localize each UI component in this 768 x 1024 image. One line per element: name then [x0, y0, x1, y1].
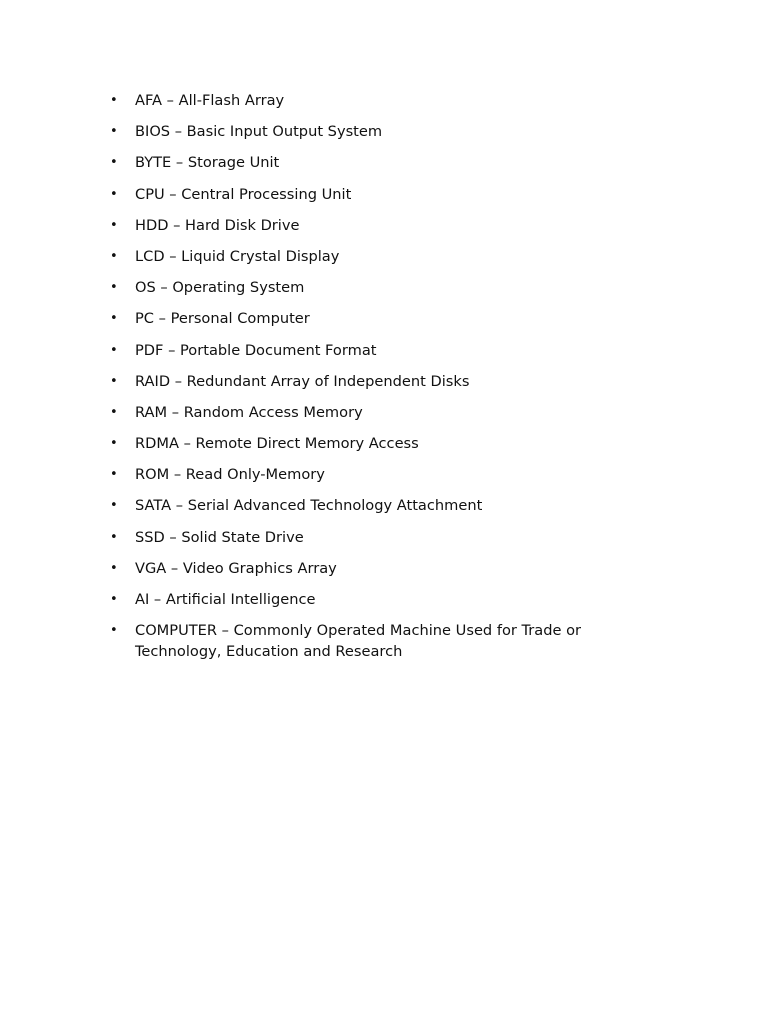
list-item: [108, 528, 628, 549]
acronym-list: [108, 91, 628, 673]
list-item-text: BYTE – Storage Unit: [135, 154, 280, 172]
bullet-icon: •: [110, 342, 118, 358]
list-item: [108, 341, 628, 362]
list-item-text: VGA – Video Graphics Array: [135, 559, 337, 577]
list-item: [108, 434, 628, 455]
bullet-icon: •: [110, 436, 118, 452]
list-item: [108, 590, 628, 611]
list-item-text: COMPUTER – Commonly Operated Machine Used for Trade or Technology, Education and Research: [135, 622, 582, 660]
list-item: [108, 278, 628, 299]
bullet-icon: •: [110, 623, 118, 639]
bullet-icon: •: [110, 280, 118, 296]
list-item: [108, 496, 628, 517]
list-item-text: RDMA – Remote Direct Memory Access: [135, 435, 419, 453]
list-item: [108, 559, 628, 580]
list-item: [108, 465, 628, 486]
bullet-icon: •: [110, 186, 118, 202]
list-item-text: RAID – Redundant Array of Independent Disks: [135, 372, 470, 390]
list-item-text: PC – Personal Computer: [135, 310, 310, 328]
list-item-text: PDF – Portable Document Format: [135, 341, 377, 359]
list-item: [108, 185, 628, 206]
list-item: [108, 403, 628, 424]
bullet-icon: •: [110, 592, 118, 607]
list-item: [108, 309, 628, 330]
list-item: [108, 216, 628, 237]
list-item-text: LCD – Liquid Crystal Display: [135, 247, 340, 265]
list-item-text: ROM – Read Only-Memory: [135, 466, 325, 484]
list-item: [108, 122, 628, 143]
bullet-icon: •: [110, 248, 118, 264]
bullet-icon: •: [110, 93, 118, 108]
bullet-icon: •: [110, 498, 118, 514]
list-item-text: OS – Operating System: [135, 279, 305, 297]
bullet-icon: •: [110, 467, 118, 483]
list-item: [108, 153, 628, 174]
list-item: [108, 621, 628, 662]
list-item-text: AI – Artificial Intelligence: [135, 591, 316, 608]
list-item-text: RAM – Random Access Memory: [135, 403, 363, 421]
bullet-icon: •: [110, 373, 118, 389]
list-item-text: SSD – Solid State Drive: [135, 528, 304, 546]
list-item: [108, 372, 628, 393]
list-item-text: SATA – Serial Advanced Technology Attachment: [135, 497, 483, 515]
bullet-icon: •: [110, 217, 118, 233]
bullet-icon: •: [110, 404, 118, 420]
bullet-icon: •: [110, 311, 118, 327]
list-item: [108, 247, 628, 268]
bullet-icon: •: [110, 560, 118, 576]
bullet-icon: •: [110, 124, 118, 140]
list-item-text: BIOS – Basic Input Output System: [135, 123, 383, 141]
bullet-icon: •: [110, 155, 118, 171]
list-item: [108, 91, 628, 112]
bullet-icon: •: [110, 529, 118, 545]
list-item-text: AFA – All-Flash Array: [135, 92, 285, 109]
list-item-text: HDD – Hard Disk Drive: [135, 216, 300, 234]
list-item-text: CPU – Central Processing Unit: [135, 185, 352, 203]
